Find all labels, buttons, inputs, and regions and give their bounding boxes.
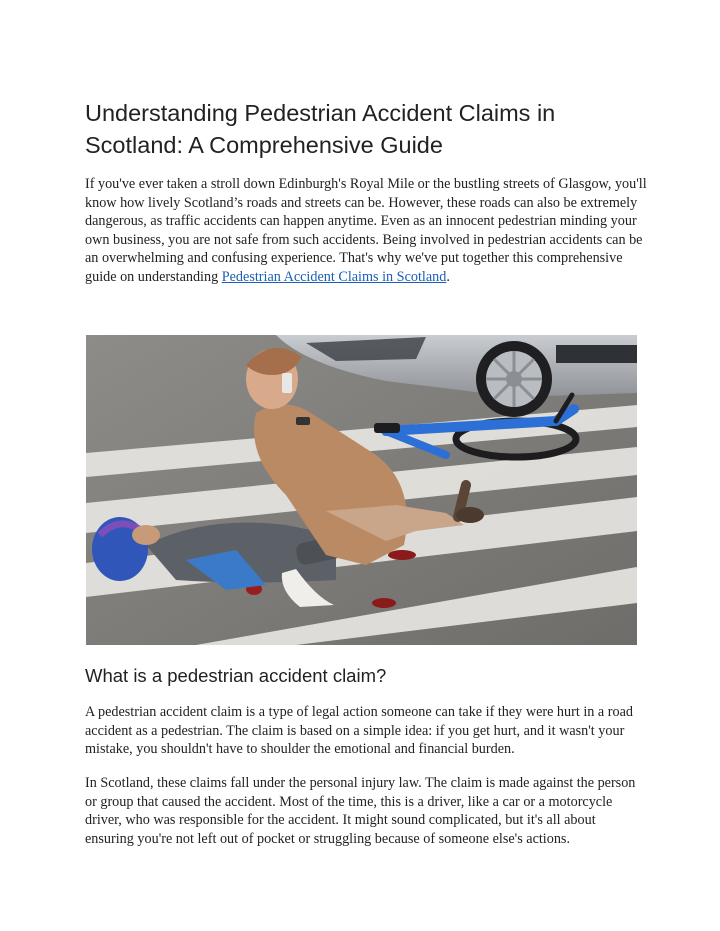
accident-photo	[86, 335, 637, 645]
intro-text: If you've ever taken a stroll down Edinburgh's Royal Mile or the bustling streets of Glasgow, you'll know how lively Scotland’s roads and streets can be. However, these roads can also be extremely dangerous, as traffic accidents can happen anytime. Even as an innocent pedestrian minding your own business, you are not safe from such accidents. Being involved in pedestrian accidents can be an overwhelming and confusing experience. That's why we've put together this comprehensive guide on understanding	[85, 176, 647, 285]
intro-paragraph	[85, 175, 647, 287]
pedestrian-claims-link[interactable]: Pedestrian Accident Claims in Scotland	[221, 268, 447, 285]
car-wheel	[476, 341, 552, 417]
paragraph-scotland-law: In Scotland, these claims fall under the personal injury law. The claim is made against the person or group that caused the accident. Most of the time, this is a driver, like a car or a motorcycle driver, who was responsible for the accident. It might sound complicated, but it's all about ensuring you're not left out of pocket or struggling because of someone else's actions.	[85, 775, 636, 847]
paragraph-claim-definition: A pedestrian accident claim is a type of legal action someone can take if they were hurt in a road accident as a pedestrian. The claim is based on a simple idea: if you get hurt, and it wasn't your mistake, you shouldn't have to shoulder the emotional and financial burden.	[85, 704, 633, 758]
blood-spot	[372, 598, 396, 608]
section-heading: What is a pedestrian accident claim?	[85, 665, 387, 686]
intro-end: .	[446, 268, 450, 285]
page-title: Understanding Pedestrian Accident Claims in Scotland: A Comprehensive Guide	[85, 100, 556, 158]
blood-spot	[388, 550, 416, 560]
